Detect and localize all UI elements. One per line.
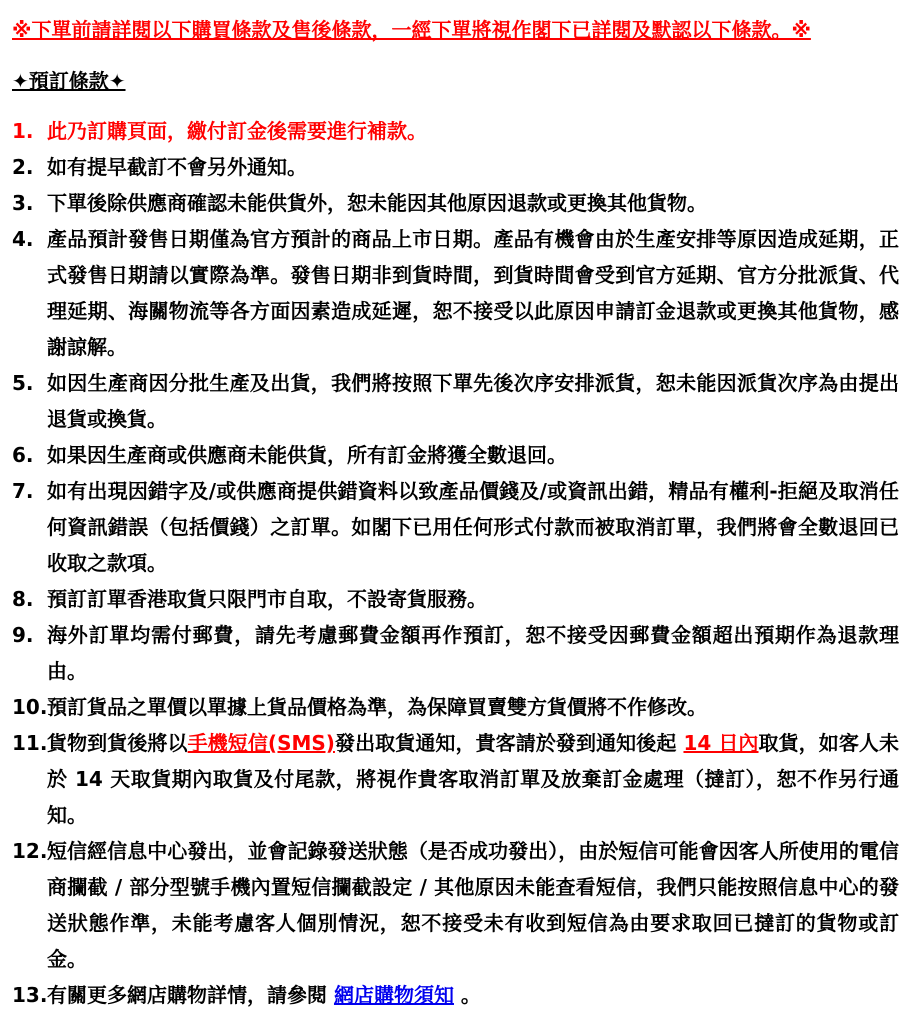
term-text (47, 725, 899, 833)
term-item-13 (12, 977, 899, 1013)
text-segment: 短信經信息中心發出，並會記錄發送狀態（是否成功發出），由於短信可能會因客人所使用的電信商攔截 / 部分型號手機內置短信攔截設定 / 其他原因未能查看短信，我們只能按照信息中心的發送狀態作準，未能考慮客人個別情況，恕不接受未有收到短信為由要求取回已撻訂的貨物或訂金。 (47, 839, 899, 971)
text-segment: 。 (453, 983, 481, 1007)
term-item-5 (12, 365, 899, 437)
term-text (47, 185, 899, 221)
term-item-12 (12, 833, 899, 977)
highlighted-text: 手機短信(SMS) (187, 731, 335, 755)
text-segment: 發出取貨通知，貴客請於發到通知後起 (334, 731, 684, 755)
term-number: 6. (12, 443, 34, 467)
term-item-8 (12, 581, 899, 617)
term-text (47, 581, 899, 617)
text-segment: 預訂貨品之單價以單據上貨品價格為準，為保障買賣雙方貨價將不作修改。 (47, 695, 707, 719)
document-title: ※下單前請詳閱以下購買條款及售後條款，一經下單將視作閣下已詳閱及默認以下條款。※ (12, 18, 811, 42)
text-segment: 海外訂單均需付郵費，請先考慮郵費金額再作預訂，恕不接受因郵費金額超出預期作為退款理由。 (47, 623, 899, 683)
term-number: 3. (12, 191, 34, 215)
text-segment: 此乃訂購頁面，繳付訂金後需要進行補款。 (47, 119, 427, 143)
term-number: 13. (12, 983, 48, 1007)
term-text (47, 113, 899, 149)
term-number: 1. (12, 119, 34, 143)
highlighted-text: 14 日內 (683, 731, 759, 755)
term-number: 9. (12, 623, 34, 647)
term-item-1 (12, 113, 899, 149)
term-text (47, 473, 899, 581)
section-heading-preorder-terms: ✦預訂條款✦ (12, 69, 126, 93)
term-item-4 (12, 221, 899, 365)
term-number: 2. (12, 155, 34, 179)
term-number: 4. (12, 227, 34, 251)
text-segment: 貨物到貨後將以 (47, 731, 188, 755)
term-text (47, 365, 899, 437)
text-segment: 下單後除供應商確認未能供貨外，恕未能因其他原因退款或更換其他貨物。 (47, 191, 707, 215)
term-text (47, 689, 899, 725)
term-item-2 (12, 149, 899, 185)
term-number: 8. (12, 587, 34, 611)
term-item-9 (12, 617, 899, 689)
text-segment: 產品預計發售日期僅為官方預計的商品上市日期。產品有機會由於生產安排等原因造成延期，正式發售日期請以實際為準。發售日期非到貨時間，到貨時間會受到官方延期、官方分批派貨、代理延期、海關物流等各方面因素造成延遲，恕不接受以此原因申請訂金退款或更換其他貨物，感謝諒解。 (47, 227, 899, 359)
text-segment: 如有出現因錯字及/或供應商提供錯資料以致產品價錢及/或資訊出錯，精品有權利-拒絕及取消任何資訊錯誤（包括價錢）之訂單。如閣下已用任何形式付款而被取消訂單，我們將會全數退回已收取之款項。 (47, 479, 899, 575)
term-item-3 (12, 185, 899, 221)
term-item-10 (12, 689, 899, 725)
term-item-7 (12, 473, 899, 581)
term-text (47, 977, 899, 1013)
term-text (47, 149, 899, 185)
text-segment: 取貨，如客人未於 14 天取貨期內取貨及付尾款，將視作貴客取消訂單及放棄訂金處理（撻訂），恕不作另行通知。 (47, 731, 900, 827)
term-item-6 (12, 437, 899, 473)
term-number: 11. (12, 731, 48, 755)
term-text (47, 617, 899, 689)
text-segment: 預訂訂單香港取貨只限門市自取，不設寄貨服務。 (47, 587, 487, 611)
term-number: 5. (12, 371, 34, 395)
terms-list (12, 113, 899, 1013)
term-number: 10. (12, 695, 48, 719)
term-number: 12. (12, 839, 48, 863)
shop-guide-link[interactable]: 網店購物須知 (333, 983, 454, 1007)
text-segment: 如因生產商因分批生產及出貨，我們將按照下單先後次序安排派貨，恕未能因派貨次序為由提出退貨或換貨。 (47, 371, 899, 431)
text-segment: 如果因生產商或供應商未能供貨，所有訂金將獲全數退回。 (47, 443, 567, 467)
text-segment: 如有提早截訂不會另外通知。 (47, 155, 307, 179)
term-number: 7. (12, 479, 34, 503)
term-item-11 (12, 725, 899, 833)
term-text (47, 437, 899, 473)
term-text (47, 221, 899, 365)
term-text (47, 833, 899, 977)
text-segment: 有關更多網店購物詳情，請參閱 (47, 983, 334, 1007)
